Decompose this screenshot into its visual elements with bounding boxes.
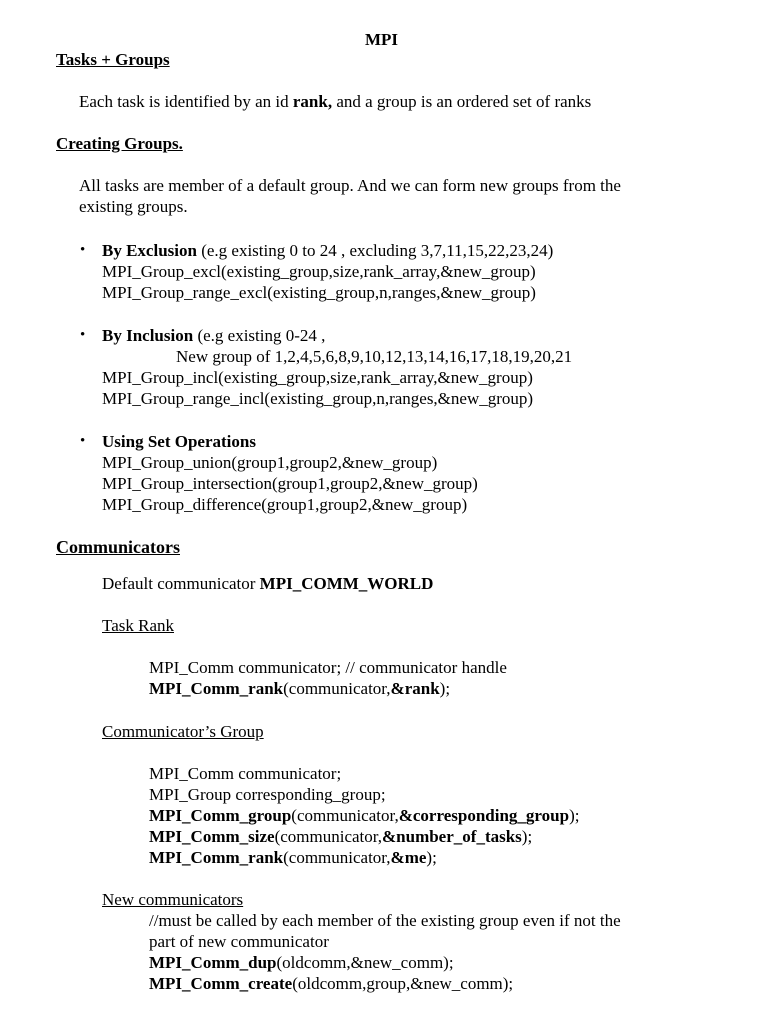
- page-title: MPI: [365, 30, 399, 49]
- set-ops-code-2: MPI_Group_intersection(group1,group2,&new_group): [102, 474, 478, 493]
- inclusion-code-2: MPI_Group_range_incl(existing_group,n,ranges,&new_group): [102, 389, 534, 408]
- subheading-new-communicators: New communicators: [102, 890, 244, 909]
- tasks-groups-text: Each task is identified by an id rank, and a group is an ordered set of ranks: [79, 92, 592, 111]
- inclusion-code-1: MPI_Group_incl(existing_group,size,rank_array,&new_group): [102, 368, 533, 387]
- inclusion-title: By Inclusion (e.g existing 0-24 ,: [102, 326, 326, 345]
- bullet-icon: •: [80, 242, 86, 258]
- comm-group-code-1: MPI_Comm communicator;: [149, 764, 342, 783]
- creating-groups-para-line1: All tasks are member of a default group. And we can form new groups from the: [79, 176, 621, 195]
- set-ops-code-3: MPI_Group_difference(group1,group2,&new_group): [102, 495, 468, 514]
- comm-group-code-5: MPI_Comm_rank(communicator,&me);: [149, 848, 437, 867]
- set-ops-code-1: MPI_Group_union(group1,group2,&new_group): [102, 453, 438, 472]
- section-heading-tasks-groups: Tasks + Groups: [56, 50, 170, 69]
- creating-groups-para-line2: existing groups.: [79, 197, 188, 216]
- inclusion-new-group: New group of 1,2,4,5,6,8,9,10,12,13,14,16,17,18,19,20,21: [176, 347, 573, 366]
- new-comms-code-1: MPI_Comm_dup(oldcomm,&new_comm);: [149, 953, 454, 972]
- new-comms-comment-1: //must be called by each member of the existing group even if not the: [149, 911, 621, 930]
- bullet-icon: •: [80, 327, 86, 343]
- comm-group-code-2: MPI_Group corresponding_group;: [149, 785, 386, 804]
- subheading-task-rank: Task Rank: [102, 616, 174, 635]
- new-comms-comment-2: part of new communicator: [149, 932, 329, 951]
- set-ops-title: Using Set Operations: [102, 432, 256, 451]
- task-rank-code-1: MPI_Comm communicator; // communicator handle: [149, 658, 507, 677]
- default-communicator: Default communicator MPI_COMM_WORLD: [102, 574, 434, 593]
- new-comms-code-2: MPI_Comm_create(oldcomm,group,&new_comm);: [149, 974, 514, 993]
- subheading-communicators-group: Communicator’s Group: [102, 722, 264, 741]
- task-rank-code-2: MPI_Comm_rank(communicator,&rank);: [149, 679, 451, 698]
- section-heading-communicators: Communicators: [56, 537, 180, 557]
- bullet-icon: •: [80, 433, 86, 449]
- section-heading-creating-groups: Creating Groups.: [56, 134, 183, 153]
- exclusion-title: By Exclusion (e.g existing 0 to 24 , excluding 3,7,11,15,22,23,24): [102, 241, 554, 260]
- comm-group-code-3: MPI_Comm_group(communicator,&corresponding_group);: [149, 806, 580, 825]
- exclusion-code-2: MPI_Group_range_excl(existing_group,n,ranges,&new_group): [102, 283, 536, 302]
- exclusion-code-1: MPI_Group_excl(existing_group,size,rank_array,&new_group): [102, 262, 536, 281]
- comm-group-code-4: MPI_Comm_size(communicator,&number_of_tasks);: [149, 827, 533, 846]
